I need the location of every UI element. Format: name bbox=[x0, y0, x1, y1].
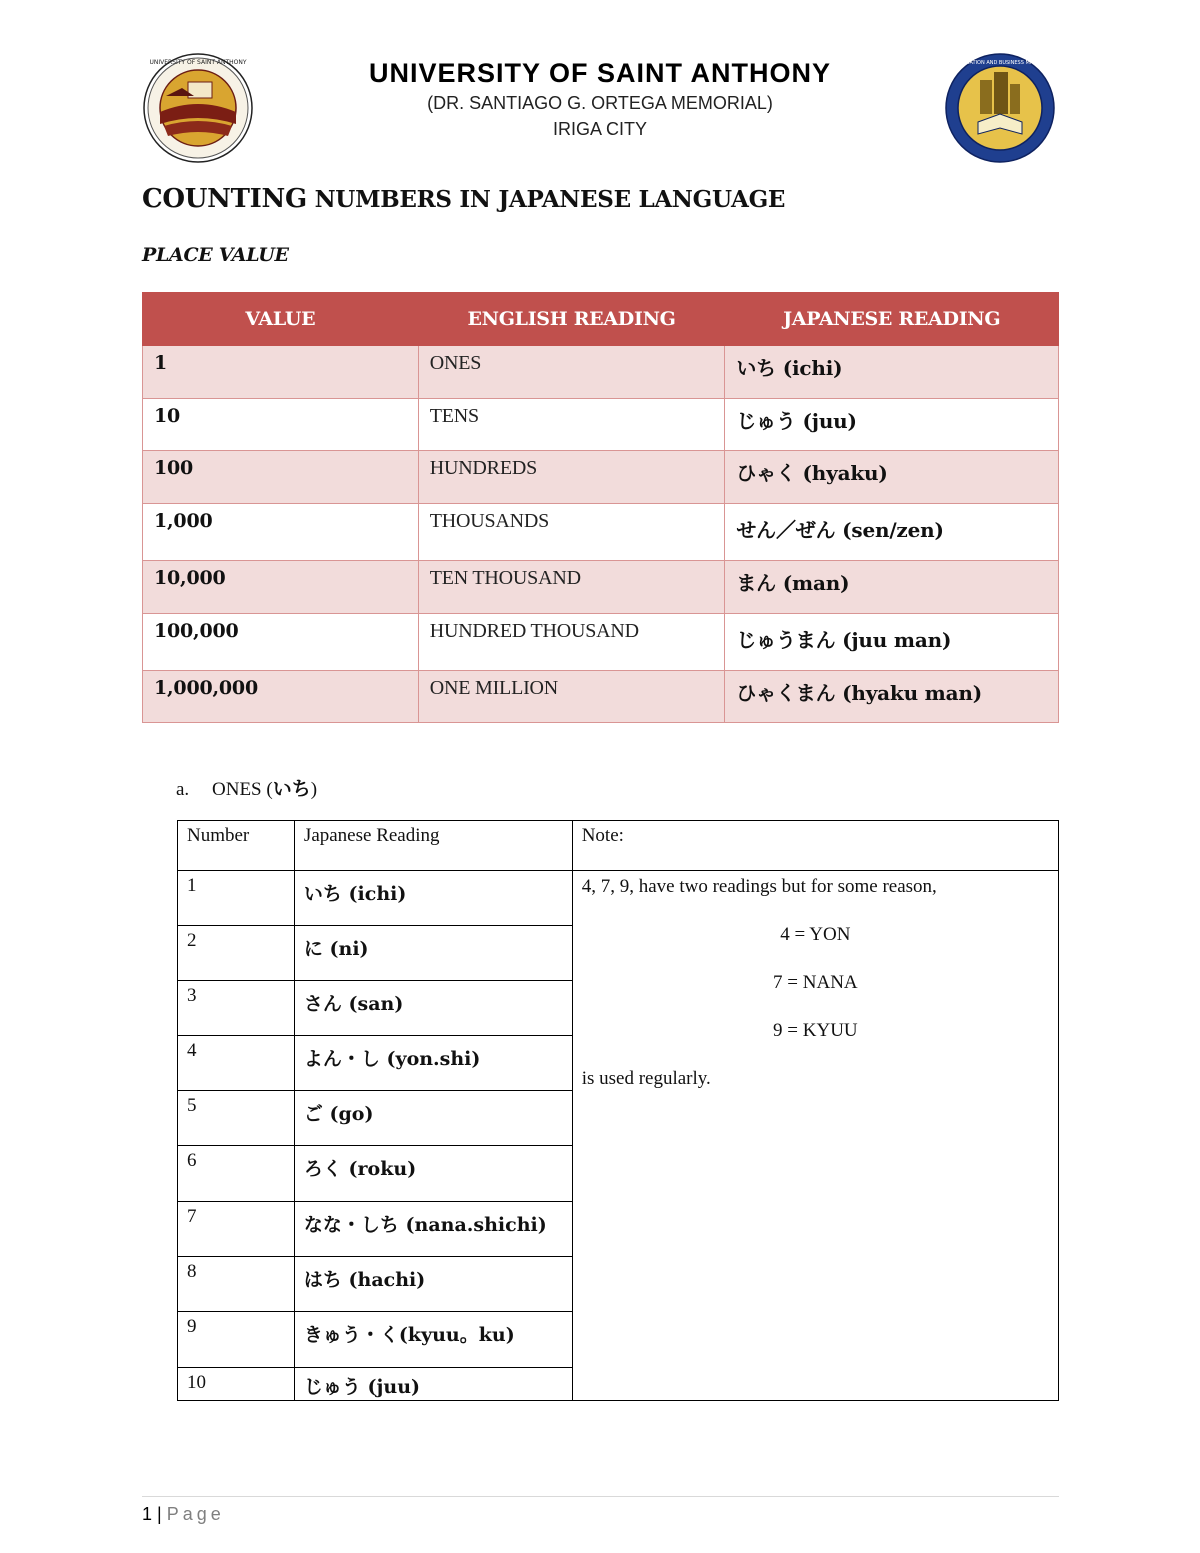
value-cell: 1 bbox=[143, 346, 419, 399]
number-cell: 3 bbox=[178, 981, 295, 1036]
university-city: IRIGA CITY bbox=[552, 119, 648, 139]
ones-table bbox=[177, 820, 1059, 1401]
english-reading-cell: HUNDRED THOUSAND bbox=[418, 614, 725, 671]
table-row bbox=[143, 614, 1059, 671]
english-reading-cell: ONES bbox=[418, 346, 725, 399]
column-header-japanese-reading: Japanese Reading bbox=[294, 821, 572, 871]
number-cell: 6 bbox=[178, 1146, 295, 1202]
table-row bbox=[143, 561, 1059, 614]
english-reading-cell: TENS bbox=[418, 399, 725, 451]
page-number: 1 bbox=[142, 1504, 153, 1524]
column-header-value: VALUE bbox=[143, 293, 419, 346]
japanese-reading-cell: せん／ぜん (sen/zen) bbox=[725, 504, 1059, 561]
value-cell: 10,000 bbox=[143, 561, 419, 614]
note-cell bbox=[572, 871, 1058, 1401]
footer-divider bbox=[142, 1496, 1059, 1497]
page-footer: 1 | Page bbox=[142, 1504, 225, 1524]
japanese-reading-cell: ひゃく (hyaku) bbox=[725, 451, 1059, 504]
number-cell: 7 bbox=[178, 1202, 295, 1257]
university-subtitle: (DR. SANTIAGO G. ORTEGA MEMORIAL) bbox=[427, 93, 773, 113]
note-line: 4, 7, 9, have two readings but for some reason, bbox=[581, 876, 937, 897]
table-row bbox=[143, 346, 1059, 399]
table-row bbox=[143, 399, 1059, 451]
note-line: 7 = NANA bbox=[773, 972, 858, 993]
number-cell: 5 bbox=[178, 1091, 295, 1146]
reading-cell: ろく (roku) bbox=[294, 1146, 572, 1202]
column-header-number: Number bbox=[178, 821, 295, 871]
number-cell: 8 bbox=[178, 1257, 295, 1312]
column-header-japanese-reading: JAPANESE READING bbox=[725, 293, 1059, 346]
svg-text:COLLEGE OF INFORMATION AND BUS: COLLEGE OF INFORMATION AND BUSINESS MANAGEMENT · USANT bbox=[916, 60, 1084, 66]
table-row bbox=[178, 871, 1059, 926]
ones-section-heading: a. ONES (いち) bbox=[176, 778, 318, 800]
table-row bbox=[143, 504, 1059, 561]
place-value-table bbox=[142, 292, 1059, 723]
japanese-reading-cell: じゅうまん (juu man) bbox=[725, 614, 1059, 671]
reading-cell: きゅう・く(kyuu。ku) bbox=[294, 1312, 572, 1368]
english-reading-cell: HUNDREDS bbox=[418, 451, 725, 504]
reading-cell: いち (ichi) bbox=[294, 871, 572, 926]
reading-cell: なな・しち (nana.shichi) bbox=[294, 1202, 572, 1257]
japanese-reading-cell: ひゃくまん (hyaku man) bbox=[725, 671, 1059, 723]
document-header bbox=[0, 52, 1200, 172]
japanese-reading-cell: じゅう (juu) bbox=[725, 399, 1059, 451]
note-line: is used regularly. bbox=[581, 1068, 711, 1089]
value-cell: 100,000 bbox=[143, 614, 419, 671]
value-cell: 1,000 bbox=[143, 504, 419, 561]
reading-cell: に (ni) bbox=[294, 926, 572, 981]
table-row bbox=[143, 671, 1059, 723]
table-header-row bbox=[178, 821, 1059, 871]
english-reading-cell: TEN THOUSAND bbox=[418, 561, 725, 614]
university-name: UNIVERSITY OF SAINT ANTHONY bbox=[368, 58, 832, 88]
japanese-reading-cell: まん (man) bbox=[725, 561, 1059, 614]
english-reading-cell: ONE MILLION bbox=[418, 671, 725, 723]
japanese-reading-cell: いち (ichi) bbox=[725, 346, 1059, 399]
number-cell: 1 bbox=[178, 871, 295, 926]
table-row bbox=[143, 451, 1059, 504]
number-cell: 4 bbox=[178, 1036, 295, 1091]
number-cell: 9 bbox=[178, 1312, 295, 1368]
note-line: 4 = YON bbox=[780, 924, 851, 945]
table-header-row bbox=[143, 293, 1059, 346]
note-line: 9 = KYUU bbox=[773, 1020, 858, 1041]
number-cell: 2 bbox=[178, 926, 295, 981]
value-cell: 100 bbox=[143, 451, 419, 504]
college-seal-logo bbox=[916, 52, 1084, 164]
reading-cell: ご (go) bbox=[294, 1091, 572, 1146]
section-title-place-value: PLACE VALUE bbox=[142, 244, 289, 266]
english-reading-cell: THOUSANDS bbox=[418, 504, 725, 561]
value-cell: 10 bbox=[143, 399, 419, 451]
reading-cell: はち (hachi) bbox=[294, 1257, 572, 1312]
reading-cell: じゅう (juu) bbox=[294, 1368, 572, 1401]
number-cell: 10 bbox=[178, 1368, 295, 1401]
svg-text:UNIVERSITY OF SAINT ANTHONY: UNIVERSITY OF SAINT ANTHONY bbox=[149, 59, 247, 66]
reading-cell: よん・し (yon.shi) bbox=[294, 1036, 572, 1091]
page-label: Page bbox=[166, 1504, 225, 1524]
reading-cell: さん (san) bbox=[294, 981, 572, 1036]
column-header-note: Note: bbox=[572, 821, 1058, 871]
list-marker: a. bbox=[176, 779, 190, 800]
column-header-english-reading: ENGLISH READING bbox=[418, 293, 725, 346]
document-title: COUNTING NUMBERS IN JAPANESE LANGUAGE bbox=[142, 184, 786, 214]
value-cell: 1,000,000 bbox=[143, 671, 419, 723]
